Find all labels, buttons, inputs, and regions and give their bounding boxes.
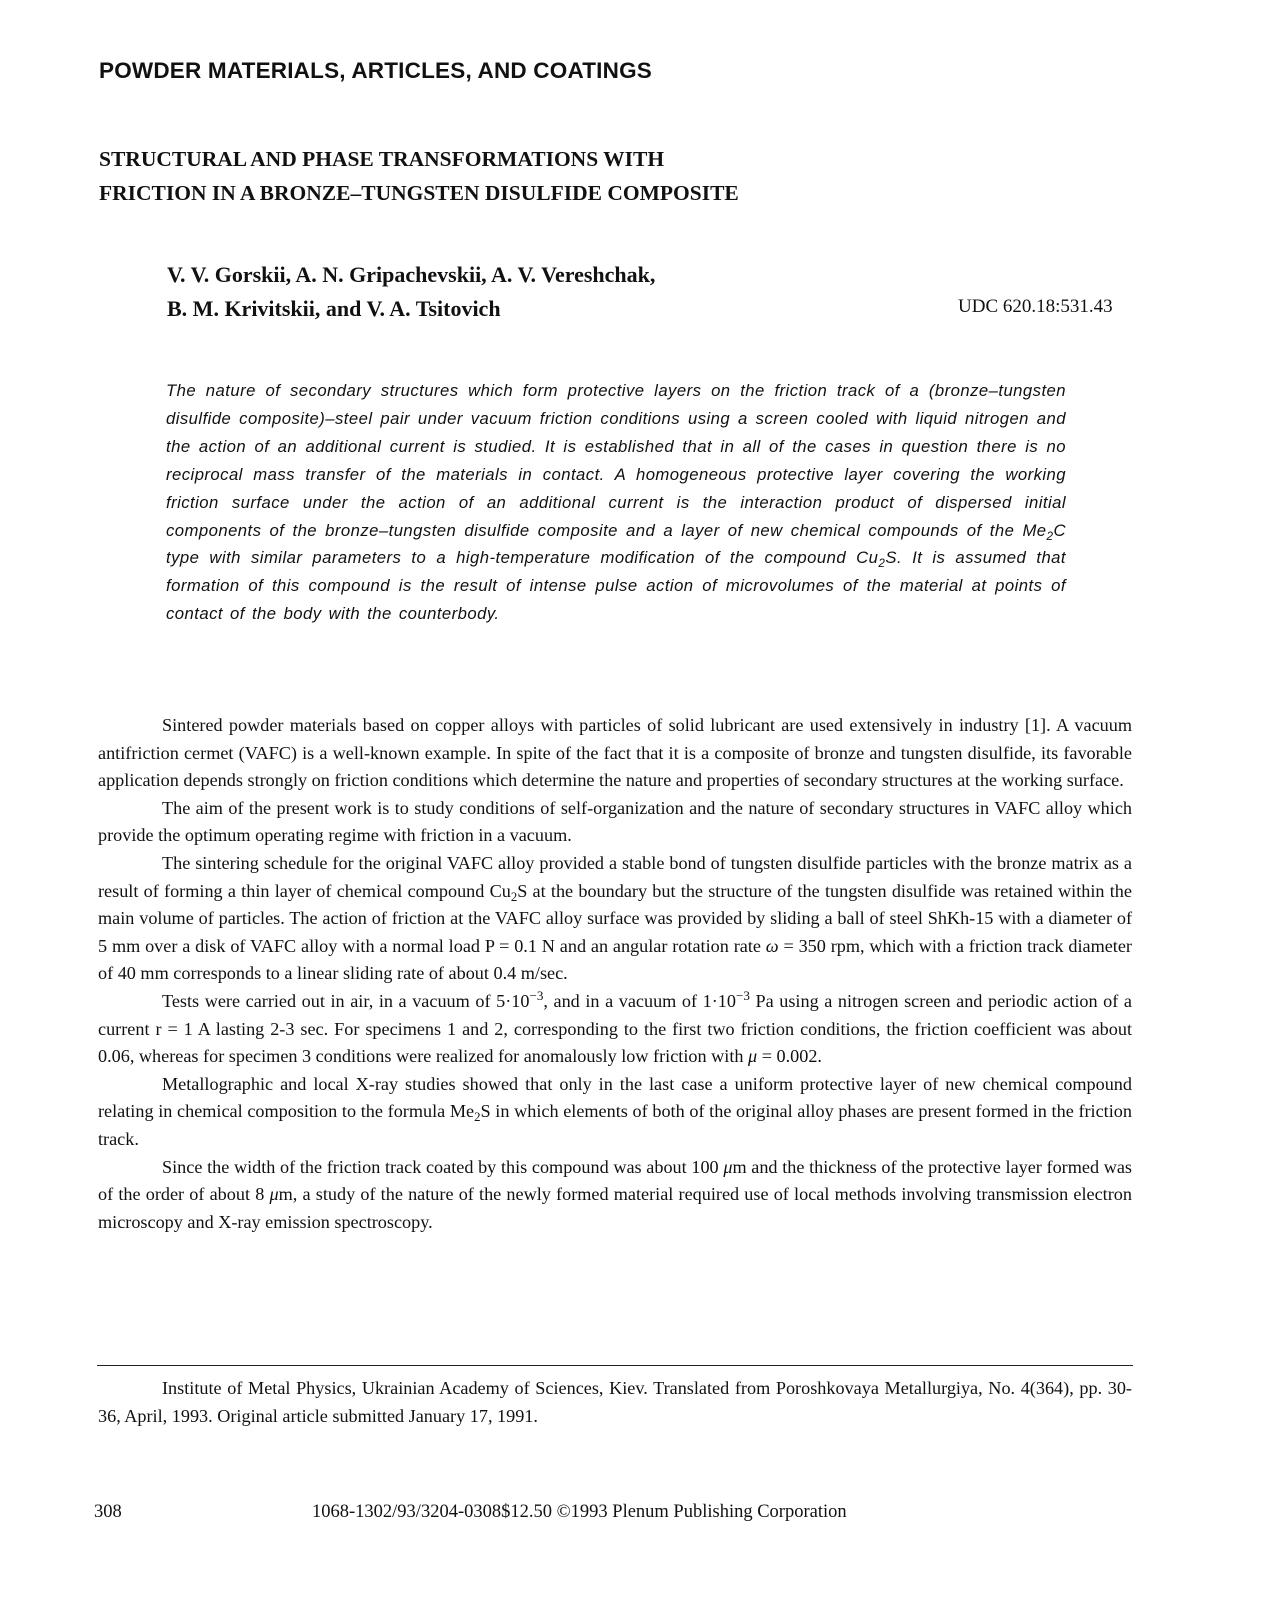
paragraph-text: Since the width of the friction track coated by this compound was about 100 <box>162 1156 724 1177</box>
authors-line-2: B. M. Krivitskii, and V. A. Tsitovich <box>167 296 501 321</box>
footnote-divider <box>97 1365 1133 1366</box>
paragraph-2: The aim of the present work is to study conditions of self-organization and the nature of secondary structures in VAFC alloy which provide the optimum operating regime with friction in a vacuum. <box>98 797 1132 846</box>
paragraph-1: Sintered powder materials based on copper alloys with particles of solid lubricant are used extensively in industry [1]. A vacuum antifriction cermet (VAFC) is a well-known example. In spite of the fact that it is a composite of bronze and tungsten disulfide, its favorable application depends strongly on friction conditions which determine the nature and properties of secondary structures at the working surface. <box>98 715 1132 791</box>
section-heading: POWDER MATERIALS, ARTICLES, AND COATINGS <box>99 58 652 83</box>
subscript: 2 <box>474 1110 481 1125</box>
authors-line-1: V. V. Gorskii, A. N. Gripachevskii, A. V. Vereshchak, <box>167 262 656 287</box>
paragraph-text: = 0.002. <box>757 1046 822 1067</box>
abstract-text: C type with similar parameters to a high-temperature modification of the compound Cu <box>166 520 1066 568</box>
paragraph-text: Pa using a nitrogen screen and periodic action of a current r = 1 A lasting 2-3 sec. For specimens 1 and 2, corresponding to the first two friction conditions, the friction coefficient was about 0.06, whereas for specimen 3 conditions were realized for anomalously low friction with <box>98 990 1132 1067</box>
paragraph-4 <box>98 988 1132 1071</box>
paragraph-text: S at the boundary but the structure of the tungsten disulfide was retained within the main volume of particles. The action of friction at the VAFC alloy surface was provided by sliding a ball of steel ShKh-15 with a diameter of 5 mm over a disk of VAFC alloy with a normal load P = 0.1 N and an angular rotation rate <box>98 880 1132 956</box>
abstract-subscript: 2 <box>1046 529 1054 543</box>
udc-code: UDC 620.18:531.43 <box>958 296 1113 317</box>
authors <box>167 258 655 326</box>
title-line-2: FRICTION IN A BRONZE–TUNGSTEN DISULFIDE COMPOSITE <box>99 181 739 205</box>
abstract <box>166 377 1066 628</box>
paragraph-text: = 350 rpm, which with a friction track diameter of 40 mm corresponds to a linear sliding rate of about 0.4 m/sec. <box>98 935 1132 984</box>
page-number: 308 <box>94 1502 122 1522</box>
superscript: −3 <box>529 987 544 1003</box>
paragraph-5 <box>98 1071 1132 1154</box>
omega-symbol: ω <box>765 935 779 956</box>
paper-title <box>99 142 739 210</box>
paragraph-text: , and in a vacuum of 1·10 <box>543 990 736 1011</box>
paragraph-6 <box>98 1154 1132 1237</box>
mu-symbol: μ <box>748 1046 758 1067</box>
paragraph-3 <box>98 850 1132 988</box>
paragraph-text: S in which elements of both of the original alloy phases are present formed in the friction track. <box>98 1101 1132 1149</box>
abstract-text: S. It is assumed that formation of this compound is the result of intense pulse action of microvolumes of the material at points of contact of the body with the counterbody. <box>166 548 1066 624</box>
abstract-subscript: 2 <box>878 557 886 571</box>
paragraph-text: The sintering schedule for the original VAFC alloy provided a stable bond of tungsten disulfide particles with the bronze matrix as a result of forming a thin layer of chemical compound Cu <box>98 852 1132 901</box>
superscript: −3 <box>735 987 750 1003</box>
paragraph-text: Metallographic and local X-ray studies showed that only in the last case a uniform protective layer of new chemical compound relating in chemical composition to the formula Me <box>98 1073 1132 1122</box>
mu-symbol: μ <box>269 1184 279 1205</box>
mu-symbol: μ <box>723 1156 733 1177</box>
copyright-line: 1068-1302/93/3204-0308$12.50 ©1993 Plenum Publishing Corporation <box>312 1502 847 1522</box>
abstract-text: The nature of secondary structures which form protective layers on the friction track of a (bronze–tungsten disulfide composite)–steel pair under vacuum friction conditions using a screen cooled with liquid nitrogen and the action of an additional current is studied. It is established that in all of the cases in question there is no reciprocal mass transfer of the materials in contact. A homogeneous protective layer covering the working friction surface under the action of an additional current is the interaction product of dispersed initial components of the bronze–tungsten disulfide composite and a layer of new chemical compounds of the Me <box>166 381 1066 540</box>
body-text <box>98 712 1132 1236</box>
title-line-1: STRUCTURAL AND PHASE TRANSFORMATIONS WITH <box>99 147 665 171</box>
subscript: 2 <box>510 889 518 904</box>
paragraph-text: m, a study of the nature of the newly formed material required use of local methods involving transmission electron microscopy and X-ray emission spectroscopy. <box>98 1184 1132 1232</box>
paragraph-text: m and the thickness of the protective layer formed was of the order of about 8 <box>98 1156 1132 1205</box>
footnote: Institute of Metal Physics, Ukrainian Academy of Sciences, Kiev. Translated from Poroshkovaya Metallurgiya, No. 4(364), pp. 30-36, April, 1993. Original article submitted January 17, 1991. <box>98 1378 1132 1426</box>
paragraph-text: Tests were carried out in air, in a vacuum of 5·10 <box>162 990 530 1011</box>
